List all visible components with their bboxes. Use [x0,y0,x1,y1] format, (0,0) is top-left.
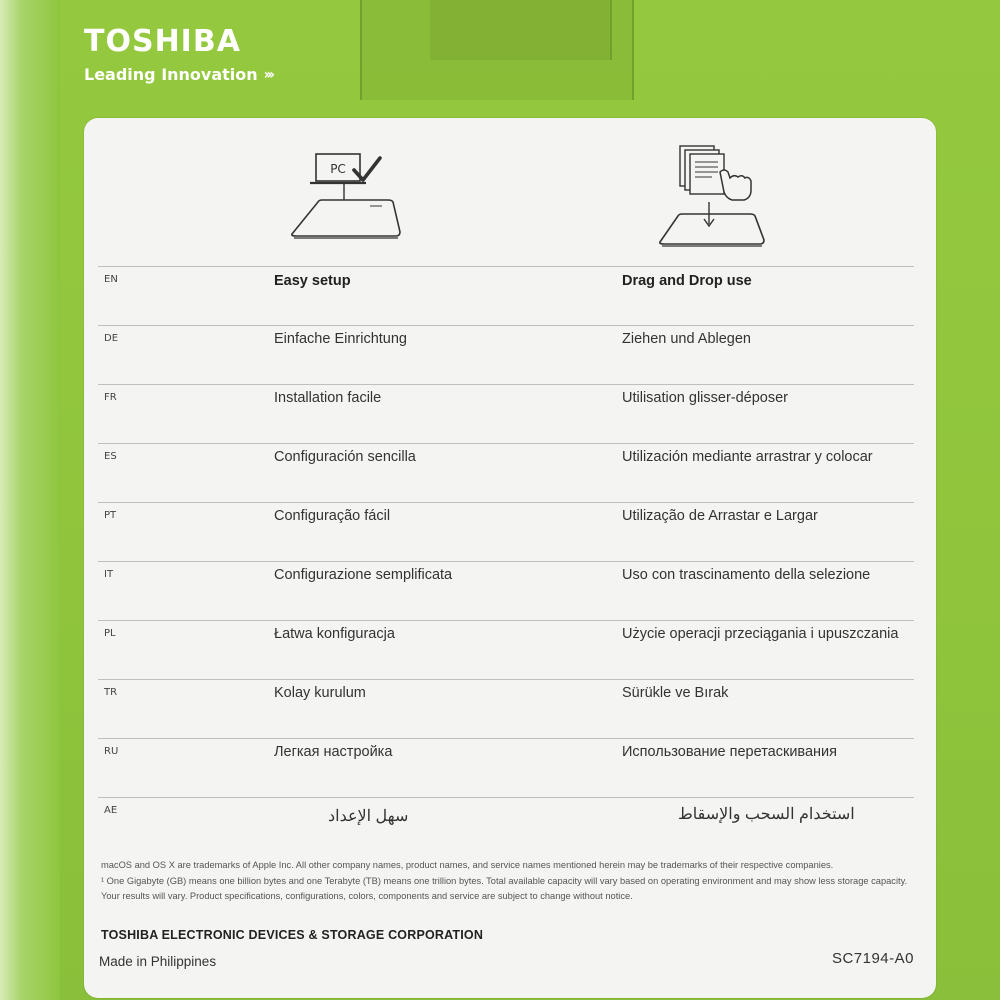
brand-logo: TOSHIBA [84,24,241,59]
legal-footnotes [101,858,931,905]
language-code: ES [104,451,117,462]
setup-text: Łatwa konfiguracja [274,626,395,642]
drag-drop-text: Использование перетаскивания [622,744,838,760]
language-code: RU [104,746,119,757]
brand-tagline-text: Leading Innovation [84,65,258,84]
product-code: SC7194-A0 [831,950,914,967]
pc-label: PC [330,162,346,176]
table-row [98,326,914,385]
table-row [98,680,914,739]
drag-drop-drive-icon [654,144,774,250]
footnote-trademarks: macOS and OS X are trademarks of Apple Inc. All other company names, product names, and service names mentioned herein may be trademarks of their respective companies. [101,860,834,870]
setup-text: Configurazione semplificata [274,567,453,583]
language-code: PL [104,628,116,639]
drag-drop-text: Utilización mediante arrastrar y colocar [622,449,873,465]
table-row [98,798,914,856]
language-code: EN [104,274,118,285]
setup-text: Configuración sencilla [274,449,416,465]
table-row [98,562,914,621]
feature-translation-table [98,266,914,856]
setup-text: Configuração fácil [274,508,391,524]
table-row [98,385,914,444]
drag-drop-text: Uso con trascinamento della selezione [622,567,871,583]
drag-drop-text: استخدام السحب والإسقاط [678,806,855,823]
setup-text: Easy setup [274,273,351,289]
language-code: PT [104,510,117,521]
setup-text: Легкая настройка [274,744,393,760]
drag-drop-text: Użycie operacji przeciągania i upuszczania [622,626,899,642]
info-card [84,118,936,998]
table-row [98,739,914,798]
setup-text: Einfache Einrichtung [274,331,407,347]
table-row [98,444,914,503]
drag-drop-text: Sürükle ve Bırak [622,685,729,701]
table-row [98,503,914,562]
drag-drop-text: Utilização de Arrastar e Largar [622,508,818,524]
table-row [98,266,914,326]
setup-text: Kolay kurulum [274,685,366,701]
table-row [98,621,914,680]
corporation-name: TOSHIBA ELECTRONIC DEVICES & STORAGE CORPORATION [101,928,484,942]
country-of-origin: Made in Philippines [99,954,217,969]
drag-drop-text: Utilisation glisser-déposer [622,390,789,406]
package-left-edge [0,0,60,1000]
pc-drive-setup-icon [288,152,418,244]
footnote-capacity: ¹ One Gigabyte (GB) means one billion bytes and one Terabyte (TB) means one trillion bytes. Total available capacity will vary based on operating environment and may show less storage capacity. [101,875,908,886]
chevrons-icon: ››› [263,67,272,83]
footnote-disclaimer: Your results will vary. Product specifications, configurations, colors, components and service are subject to change without notice. [101,891,633,901]
setup-text: سهل الإعداد [328,808,409,825]
language-code: TR [104,687,118,698]
language-code: AE [104,805,118,816]
brand-tagline [84,64,272,86]
package-top-flap-inner [430,0,612,60]
drag-drop-text: Drag and Drop use [622,273,752,289]
language-code: IT [104,569,114,580]
brand-block [84,24,272,86]
language-code: DE [104,333,119,344]
drag-drop-text: Ziehen und Ablegen [622,331,751,347]
language-code: FR [104,392,117,403]
setup-text: Installation facile [274,390,382,406]
